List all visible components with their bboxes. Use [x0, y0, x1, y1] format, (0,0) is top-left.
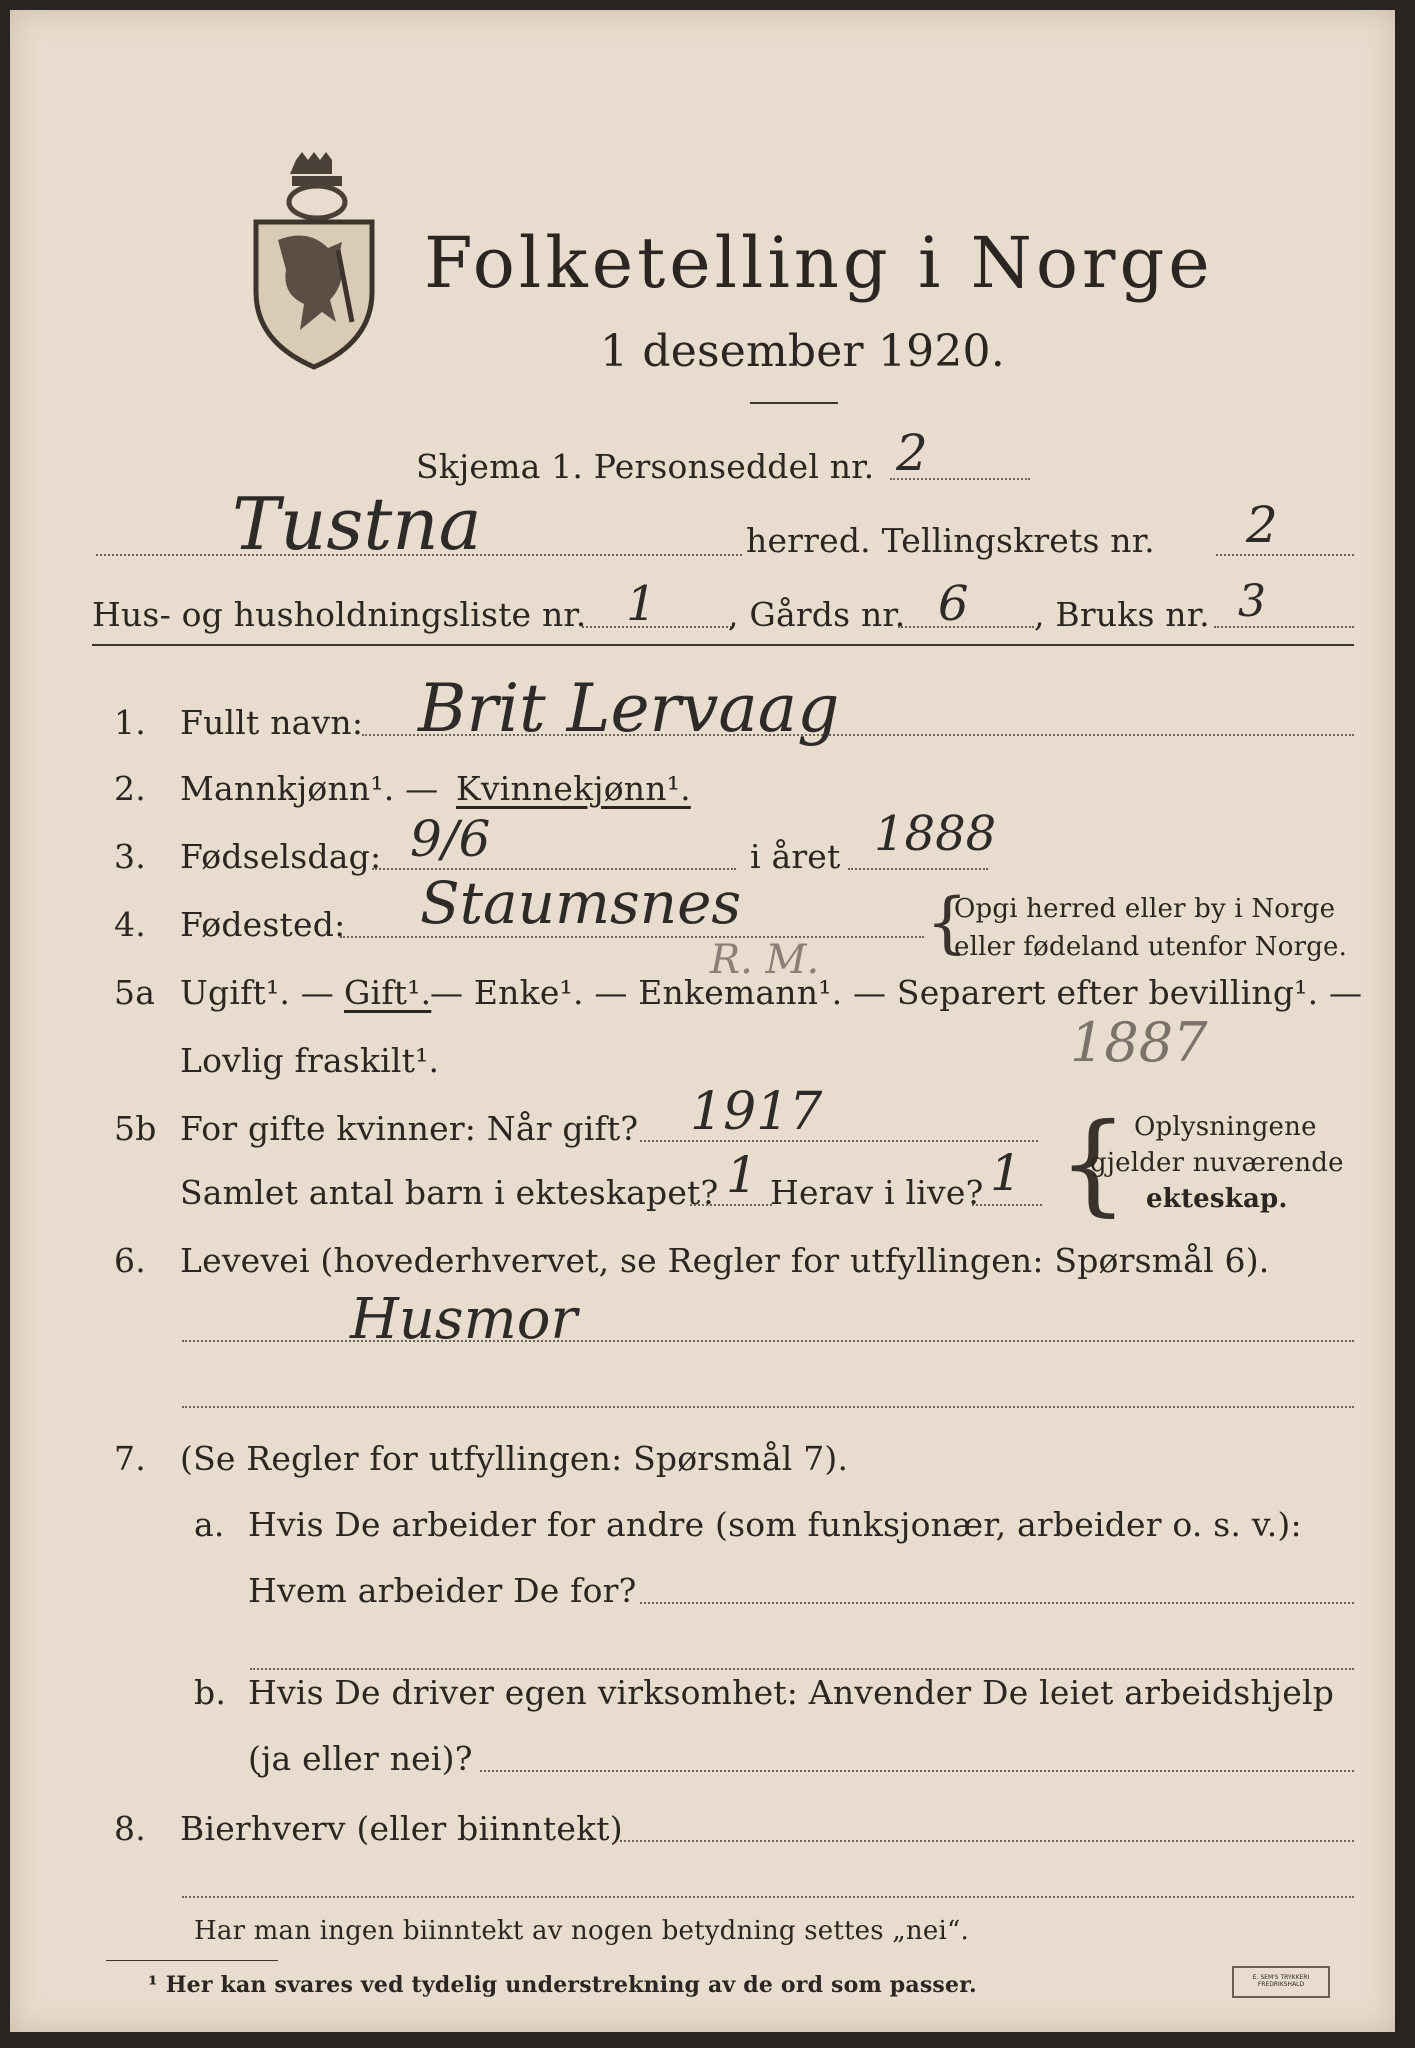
- census-form-sheet: [10, 10, 1395, 2032]
- q5b-alive-value: 1: [990, 1144, 1022, 1202]
- q5a-gift: Gift¹.: [344, 973, 432, 1012]
- q1-value: Brit Lervaag: [418, 670, 840, 747]
- herred-value: Tustna: [232, 482, 482, 566]
- q4-note-line1: Opgi herred eller by i Norge: [954, 894, 1336, 924]
- printer-stamp: [1232, 1966, 1330, 1998]
- q2-male: Mannkjønn¹. —: [180, 769, 439, 808]
- q6-label: Levevei (hovederhvervet, se Regler for utfyllingen: Spørsmål 6).: [180, 1241, 1270, 1280]
- q6-value: Husmor: [350, 1287, 578, 1352]
- q2-female: Kvinnekjønn¹.: [456, 769, 691, 808]
- q8-line[interactable]: [620, 1840, 1354, 1842]
- q6-number: 6.: [114, 1241, 146, 1280]
- q7a-letter: a.: [194, 1505, 225, 1544]
- q5b-alive-line[interactable]: [972, 1204, 1042, 1206]
- schema-value: 2: [896, 424, 928, 482]
- q3-year-value: 1888: [874, 806, 997, 862]
- q5b-note-brace: {: [1058, 1099, 1128, 1227]
- q2-number: 2.: [114, 769, 146, 808]
- gards-label: , Gårds nr.: [728, 595, 906, 634]
- q7a-line-extra[interactable]: [250, 1668, 1354, 1670]
- q5b-children-value: 1: [726, 1146, 758, 1204]
- q5b-note-line1: Oplysningene: [1134, 1112, 1317, 1142]
- tellingskrets-line[interactable]: [1216, 554, 1354, 556]
- schema-label: Skjema 1. Personseddel nr.: [416, 447, 875, 486]
- q8-label: Bierhverv (eller biinntekt): [180, 1809, 623, 1848]
- q4-label: Fødested:: [180, 905, 346, 944]
- q6-answer-line1[interactable]: [182, 1340, 1354, 1342]
- q5a-margin-year: 1887: [1070, 1011, 1208, 1074]
- q4-margin-note: R. M.: [710, 937, 820, 983]
- q7a-line[interactable]: [640, 1602, 1354, 1604]
- bruks-line[interactable]: [1214, 626, 1354, 628]
- q7a-line2: Hvem arbeider De for?: [248, 1571, 637, 1610]
- no-income-note: Har man ingen biinntekt av nogen betydning settes „nei“.: [194, 1916, 969, 1946]
- q7b-line2: (ja eller nei)?: [248, 1739, 473, 1778]
- q5a-line2: Lovlig fraskilt¹.: [180, 1041, 440, 1080]
- q3-year-label: i året: [750, 837, 841, 876]
- q5b-alive-label: Herav i live?: [770, 1173, 984, 1212]
- q5b-value: 1917: [690, 1082, 823, 1142]
- hus-value: 1: [626, 576, 657, 632]
- bruks-value: 3: [1238, 576, 1266, 627]
- tellingskrets-value: 2: [1246, 496, 1278, 554]
- q1-label: Fullt navn:: [180, 703, 364, 742]
- q5b-number: 5b: [114, 1109, 157, 1148]
- q5b-note-line3: ekteskap.: [1146, 1184, 1288, 1214]
- printer-stamp-text: E. SEM'S TRYKKERI FREDRIKSHALD: [1252, 1974, 1310, 1988]
- q4-note-line2: eller fødeland utenfor Norge.: [954, 932, 1348, 962]
- herred-label: herred. Tellingskrets nr.: [746, 521, 1155, 560]
- q7-label: (Se Regler for utfyllingen: Spørsmål 7).: [180, 1439, 849, 1478]
- q8-line-extra[interactable]: [182, 1896, 1354, 1898]
- census-date: 1 desember 1920.: [600, 326, 1005, 377]
- q7b-letter: b.: [194, 1673, 227, 1712]
- hus-line[interactable]: [582, 626, 732, 628]
- footnote: ¹ Her kan svares ved tydelig understrekning av de ord som passer.: [148, 1972, 977, 1998]
- q7-number: 7.: [114, 1439, 146, 1478]
- q5b-children-line[interactable]: [690, 1204, 772, 1206]
- q3-number: 3.: [114, 837, 146, 876]
- q7b-label: Hvis De driver egen virksomhet: Anvender De leiet arbeidshjelp: [248, 1673, 1335, 1712]
- q6-answer-line2[interactable]: [182, 1406, 1354, 1408]
- norway-coat-of-arms-icon: [248, 150, 378, 370]
- q5a-ugift: Ugift¹. —: [180, 973, 334, 1012]
- q4-value: Staumsnes: [420, 869, 742, 937]
- bruks-label: , Bruks nr.: [1034, 595, 1210, 634]
- q5b-label: For gifte kvinner: Når gift?: [180, 1109, 639, 1148]
- q8-number: 8.: [114, 1809, 146, 1848]
- header-rule: [92, 644, 1354, 646]
- form-title: Folketelling i Norge: [424, 222, 1214, 304]
- footnote-rule: [106, 1960, 278, 1961]
- hus-label: Hus- og husholdningsliste nr.: [92, 595, 587, 634]
- q3-year-line[interactable]: [848, 868, 988, 870]
- q5b-note-line2: gjelder nuværende: [1090, 1148, 1344, 1178]
- q5a-other-options: — Enke¹. — Enkemann¹. — Separert efter bevilling¹. —: [430, 973, 1363, 1012]
- q4-number: 4.: [114, 905, 146, 944]
- title-divider: [750, 402, 838, 404]
- q7a-label: Hvis De arbeider for andre (som funksjonær, arbeider o. s. v.):: [248, 1505, 1302, 1544]
- q1-number: 1.: [114, 703, 146, 742]
- q5b-children-label: Samlet antal barn i ekteskapet?: [180, 1173, 719, 1212]
- gards-value: 6: [938, 576, 969, 632]
- q4-note-brace: {: [926, 884, 968, 961]
- q7b-line[interactable]: [480, 1770, 1354, 1772]
- q3-label: Fødselsdag:: [180, 837, 382, 876]
- q3-value: 9/6: [410, 810, 491, 868]
- q5a-number: 5a: [114, 973, 156, 1012]
